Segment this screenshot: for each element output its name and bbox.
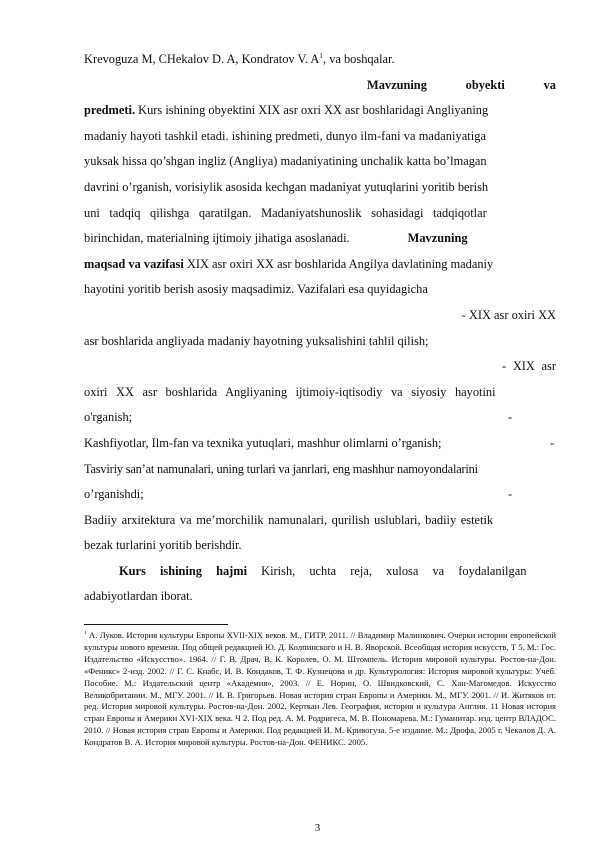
text-run: Kurs ishining obyektini XIX asr oxri XX asr boshlaridagi Angliyaning bbox=[138, 103, 489, 118]
text-run: Badiiy arxitektura va me’morchilik namunalari, qurilish uslublari, badiiy estetik bbox=[84, 512, 494, 527]
text-line bbox=[84, 73, 556, 99]
text-line bbox=[84, 252, 556, 278]
footnote bbox=[84, 630, 556, 749]
text-line bbox=[84, 149, 556, 175]
text-run: bezak turlarini yoritib berishdir. bbox=[84, 538, 242, 553]
text-run: Kashfiyotlar, Ilm-fan va texnika yutuqlari, mashhur olimlarni o’rganish; bbox=[84, 435, 442, 450]
section-heading: Kurs ishining hajmi bbox=[119, 563, 248, 578]
text-line bbox=[84, 405, 556, 431]
text-run: Tasviriy san’at namunalari, uning turlari va janrlari, eng mashhur namoyondalarini bbox=[84, 461, 478, 476]
text-line bbox=[84, 303, 556, 329]
section-heading: predmeti. bbox=[84, 103, 136, 118]
text-line bbox=[84, 457, 556, 483]
text-run: XIX bbox=[512, 359, 535, 374]
text-run: - bbox=[550, 435, 555, 450]
text-line bbox=[84, 380, 556, 406]
text-run: adabiyotlardan iborat. bbox=[84, 589, 193, 604]
section-heading: Mavzuning bbox=[407, 231, 468, 246]
text-run: o'rganish; bbox=[84, 410, 133, 425]
text-run: - bbox=[502, 359, 507, 374]
text-run: o’rganishdi; bbox=[84, 487, 144, 502]
text-line bbox=[84, 584, 556, 610]
text-run: uni tadqiq qilishga qaratilgan. Madaniyatshunoslik sohasidagi tadqiqotlar bbox=[84, 205, 487, 220]
heading-word: va bbox=[543, 77, 556, 92]
text-line bbox=[84, 47, 556, 73]
text-line bbox=[84, 329, 556, 355]
text-run: asr boshlarida angliyada madaniy hayotning yuksalishini tahlil qilish; bbox=[84, 333, 429, 348]
text-line bbox=[84, 508, 556, 534]
text-run: madaniy hayoti tashkil etadi. ishining predmeti, dunyo ilm-fani va madaniyatiga bbox=[84, 128, 487, 143]
text-line bbox=[84, 201, 556, 227]
heading-word: obyekti bbox=[465, 77, 505, 92]
text-run: hayotini yoritib berish asosiy maqsadimiz. Vazifalari esa quyidagicha bbox=[84, 282, 428, 297]
text-run: Krevoguza M, CHekalov D. A, Kondratov V. A bbox=[84, 52, 320, 66]
text-line bbox=[84, 98, 556, 124]
footnote-marker: 1 bbox=[84, 630, 87, 637]
text-line bbox=[84, 533, 556, 559]
footnote-reference: 1 bbox=[319, 50, 323, 60]
section-heading: maqsad va vazifasi bbox=[84, 256, 184, 271]
text-line bbox=[84, 431, 556, 457]
text-line bbox=[84, 354, 556, 380]
text-run: - bbox=[508, 487, 513, 502]
text-run: yuksak hissa qo’shgan ingliz (Angliya) madaniyatining unchalik katta bo’lmagan bbox=[84, 154, 487, 169]
text-line bbox=[84, 226, 556, 252]
text-line bbox=[84, 482, 556, 508]
footnote-text: А. Луков. История культуры Европы XVII-XIX веков. М., ГИТР. 2011. // Владимир Малинкович. Очерки истории европейской культуры нового времени. Под общей редакцией Ю. Д. Колпинского и Н. В. Яворской. Всеобщая история искусств, Т 5. М.: Гос. Издательство «Искусство». 1964. // Г. В. Драч, В. К. Королев, О. М. Штомпель. История мировой культуры. Ростов-на-Дон. «Феникс» 2-изд. 2002. // Г. С. Кнабс, И. В. Кондаков, Т. Ф. Кузнецова и др. Культурология: История мировой культуры: Учеб. Пособие. М.: Издательский центр «Академия», 2003. // Е. Норин, О. Швидковский, С. Хан-Магомедов. Искусство Великобритании. М., МГУ. 2001. // И. В. Григорьев. Новая история стран Европы и Америки. М., МГУ. 2001. // И. Житяков от. ред. История мировой культуры. Ростов-на-Дон. 2002. Керткан Лев. География, история и культура Англия. 11 Новая история стран Европы и Америки XVI-XIX века. Ч 2. Под ред. А. М. Родригеса, М. В. Пономарева. М.: Гуманитар. изд. центр ВЛАДОС. 2010. // Новая история стран Европы и Америки. Под редакцией И. М. Кривогуза. 5-е издание. М.: Дрофа, 2005 г. Чекалов Д. А. Кондратов В. А. История мировой культуры. Ростов-на-Дон. ФЕНИКС. 2005. bbox=[84, 630, 556, 748]
text-run: davrini o’rganish, vorisiylik asosida kechgan madaniyat yutuqlarini yoritib berish bbox=[84, 179, 489, 194]
page-number: 3 bbox=[314, 822, 321, 834]
text-run: , va boshqalar. bbox=[323, 52, 395, 66]
text-line bbox=[84, 277, 556, 303]
text-line bbox=[84, 124, 556, 150]
text-run: - bbox=[508, 410, 513, 425]
text-run: oxiri XX asr boshlarida Angliyaning ijtimoiy-iqtisodiy va siyosiy hayotini bbox=[84, 384, 496, 399]
heading-word: Mavzuning bbox=[367, 77, 427, 92]
text-run: birinchidan, materialning ijtimoiy jihatiga asoslanadi. bbox=[84, 231, 350, 246]
footnote-separator bbox=[84, 624, 228, 625]
text-line bbox=[84, 175, 556, 201]
text-run: Kirish, uchta reja, xulosa va foydalanilgan bbox=[261, 563, 527, 578]
text-line bbox=[84, 559, 556, 585]
text-run: - XIX asr oxiri XX bbox=[461, 307, 556, 322]
text-run: XIX asr oxiri XX asr boshlarida Angilya davlatining madaniy bbox=[186, 256, 494, 271]
text-run: asr bbox=[541, 359, 556, 374]
main-text bbox=[84, 47, 556, 610]
